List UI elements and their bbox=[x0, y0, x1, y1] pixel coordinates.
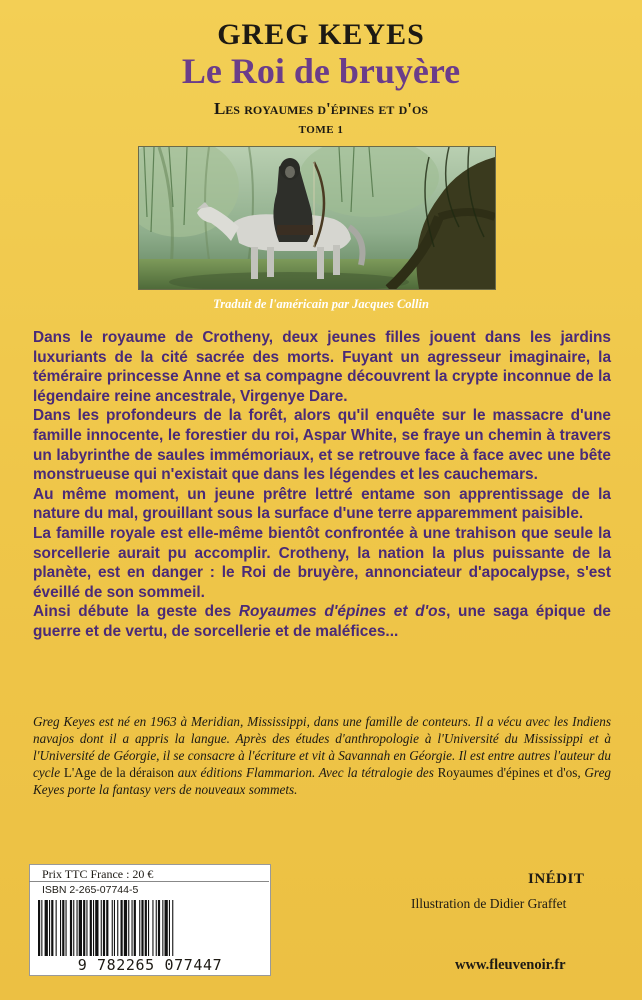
book-title: Le Roi de bruyère bbox=[181, 51, 461, 91]
synopsis-paragraph: Dans le royaume de Crotheny, deux jeunes filles jouent dans les jardins luxuriants de la cité sacrée des morts. Fuyant un agresseur imaginaire, la téméraire princesse Anne et sa compagne découvrent la crypte inconnue de la légendaire reine ancestrale, Virgenye Dare. bbox=[33, 329, 611, 405]
inedit-label: INÉDIT bbox=[528, 871, 585, 887]
cover-illustration bbox=[138, 146, 496, 290]
isbn-label: ISBN 2-265-07744-5 bbox=[42, 884, 139, 896]
series-title: Les royaumes d'épines et d'os bbox=[213, 99, 429, 118]
synopsis-paragraph: Dans les profondeurs de la forêt, alors qu'il enquête sur le massacre d'une famille innocente, le forestier du roi, Aspar White, se fraye un chemin à travers un labyrinthe de saules immémoriaux, et se retrouve face à face avec une bête monstrueuse qui n'existait que dans les légendes et les cauchemars. bbox=[33, 407, 611, 484]
synopsis bbox=[33, 328, 611, 642]
illustrator-credit: Illustration de Didier Graffet bbox=[411, 896, 567, 911]
synopsis-paragraph: La famille royale est elle-même bientôt confrontée à une trahison que seule la sorcellerie aurait pu accomplir. Crotheny, la nation la plus puissante de la planète, est en danger : le Roi de bruyère, annonciateur d'apocalypse, s'est éveillé de son sommeil. bbox=[33, 524, 611, 601]
bio-book-title: L'Age de la déraison bbox=[63, 765, 175, 780]
barcode-image bbox=[36, 900, 262, 958]
synopsis-paragraph bbox=[33, 602, 611, 641]
ean-number: 9 782265 077447 bbox=[77, 956, 223, 974]
synopsis-paragraph: Au même moment, un jeune prêtre lettré entame son apprentissage de la nature du mal, grouillant sous la surface d'une terre apparemment paisible. bbox=[33, 485, 611, 523]
translator-credit: Traduit de l'américain par Jacques Collin bbox=[213, 297, 429, 311]
synopsis-text: , une saga épique de guerre et de vertu, de sorcellerie et de maléfices... bbox=[33, 603, 611, 640]
price-label: Prix TTC France : 20 € bbox=[42, 867, 154, 881]
publisher-website: www.fleuvenoir.fr bbox=[455, 957, 566, 973]
bio-series-title: Royaumes d'épines et d'os bbox=[437, 765, 578, 780]
author-bio bbox=[33, 713, 611, 798]
author-name: GREG KEYES bbox=[217, 18, 425, 51]
series-italic: Royaumes d'épines et d'os bbox=[238, 603, 447, 621]
bio-text: aux éditions Flammarion. Avec la tétralogie des bbox=[174, 765, 438, 780]
bio-text: Greg Keyes est né en 1963 à Meridian, Mississippi, dans une famille de conteurs. Il a vécu avec les Indiens navajos dont il a appris la langue. Après des études d'anthropologie à l'Université du Mississippi et à l'Université de Géorgie, il se consacre à l'écriture et vit à Savannah en Géorgie. Il est entre autres l'auteur du cycle bbox=[33, 714, 611, 780]
tome-label: TOME 1 bbox=[298, 124, 344, 136]
synopsis-text: Ainsi débute la geste des bbox=[33, 603, 239, 621]
bio-text: , Greg Keyes porte la fantasy vers de nouveaux sommets. bbox=[33, 765, 612, 797]
knight-on-horse-illustration bbox=[139, 147, 495, 289]
price-divider bbox=[29, 881, 269, 882]
